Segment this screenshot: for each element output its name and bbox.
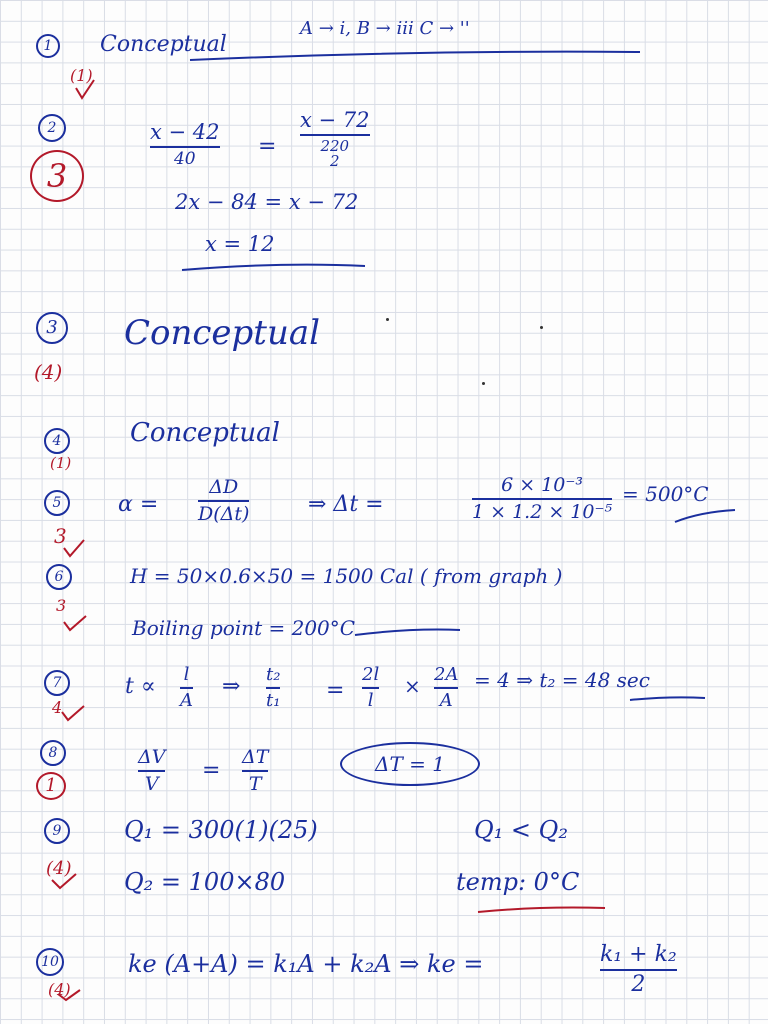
q5-mark: 3 (54, 524, 67, 548)
q8-fraction-dv: ΔV V (138, 746, 166, 795)
q10-mark: (4) (48, 980, 71, 999)
q5-fraction-dt: 6 × 10⁻³ 1 × 1.2 × 10⁻⁵ (472, 474, 613, 523)
q7-number: 7 (44, 670, 70, 696)
q1-answer-underline (190, 52, 640, 60)
q9-temp-underline (478, 908, 605, 913)
q6-heat-line: H = 50×0.6×50 = 1500 Cal ( from graph ) (130, 564, 563, 588)
q7-lhs: t ∝ (125, 674, 156, 699)
q7-fraction-l-over-a: l A (180, 664, 193, 711)
stray-dot (482, 382, 485, 385)
q10-fraction-ke: k₁ + k₂ 2 (600, 942, 677, 997)
q4-number: 4 (44, 428, 70, 454)
q8-number: 8 (40, 740, 66, 766)
q2-step-line: 2x − 84 = x − 72 (175, 190, 359, 214)
q10-number: 10 (36, 948, 64, 976)
q3-answer-text: Conceptual (124, 313, 321, 353)
q1-mark: (1) (70, 66, 93, 85)
q3-number: 3 (36, 312, 68, 344)
q6-number: 6 (46, 564, 72, 590)
q5-number: 5 (44, 490, 70, 516)
q2-answer-underline (182, 265, 365, 270)
q3-mark: (4) (34, 360, 63, 384)
q6-mark: 3 (56, 596, 67, 615)
q9-comparison: Q₁ < Q₂ (474, 816, 568, 844)
q9-q2-line: Q₂ = 100×80 (124, 868, 286, 896)
q9-temperature: temp: 0°C (456, 868, 580, 896)
q6-result-underline (355, 630, 460, 635)
q7-times: × (404, 674, 421, 698)
q10-equation: ke (A+A) = k₁A + k₂A ⇒ ke = (128, 950, 484, 978)
q5-fraction-alpha: ΔD D(Δt) (198, 476, 250, 525)
q9-mark: (4) (46, 858, 72, 879)
q9-q1-line: Q₁ = 300(1)(25) (124, 816, 318, 844)
q5-implies: ⇒ Δt = (308, 492, 384, 517)
q6-boiling-point: Boiling point = 200°C (132, 616, 356, 640)
q7-mark: 4 (52, 698, 63, 717)
q7-equals: = (326, 678, 345, 703)
q1-number: 1 (36, 34, 60, 58)
q8-boxed-answer: ΔT = 1 (340, 742, 480, 786)
q8-equals: = (202, 758, 221, 783)
q7-result: = 4 ⇒ t₂ = 48 sec (474, 668, 650, 692)
q8-mark: 1 (36, 772, 66, 800)
stray-dot (386, 318, 389, 321)
q2-mark: 3 (30, 150, 84, 202)
q2-result-line: x = 12 (205, 232, 275, 256)
q5-tick (64, 540, 84, 556)
q2-equals: = (258, 134, 277, 159)
q2-number: 2 (38, 114, 66, 142)
q1-match-answer: A → i, B → iii C → '' (300, 18, 470, 39)
q5-result-underline (675, 510, 735, 522)
q7-result-underline (630, 697, 705, 700)
q4-answer-text: Conceptual (130, 418, 280, 448)
q1-answer-text: Conceptual (100, 32, 227, 57)
q9-number: 9 (44, 818, 70, 844)
q6-tick (64, 616, 86, 630)
q7-fraction-2a: 2A A (434, 664, 459, 711)
q7-fraction-2l: 2l l (362, 664, 380, 711)
q5-lhs: α = (118, 492, 159, 517)
q4-mark: (1) (50, 454, 72, 472)
q7-tick (62, 706, 84, 720)
q8-fraction-dt: ΔT T (242, 746, 269, 795)
q5-result: = 500°C (622, 482, 709, 506)
q7-arrow: ⇒ (222, 674, 241, 699)
stray-dot (540, 326, 543, 329)
q7-fraction-t-ratio: t₂ t₁ (266, 664, 281, 711)
q2-fraction-left: x − 42 40 (150, 120, 220, 169)
q2-fraction-right: x − 72 220 2 (300, 108, 370, 170)
